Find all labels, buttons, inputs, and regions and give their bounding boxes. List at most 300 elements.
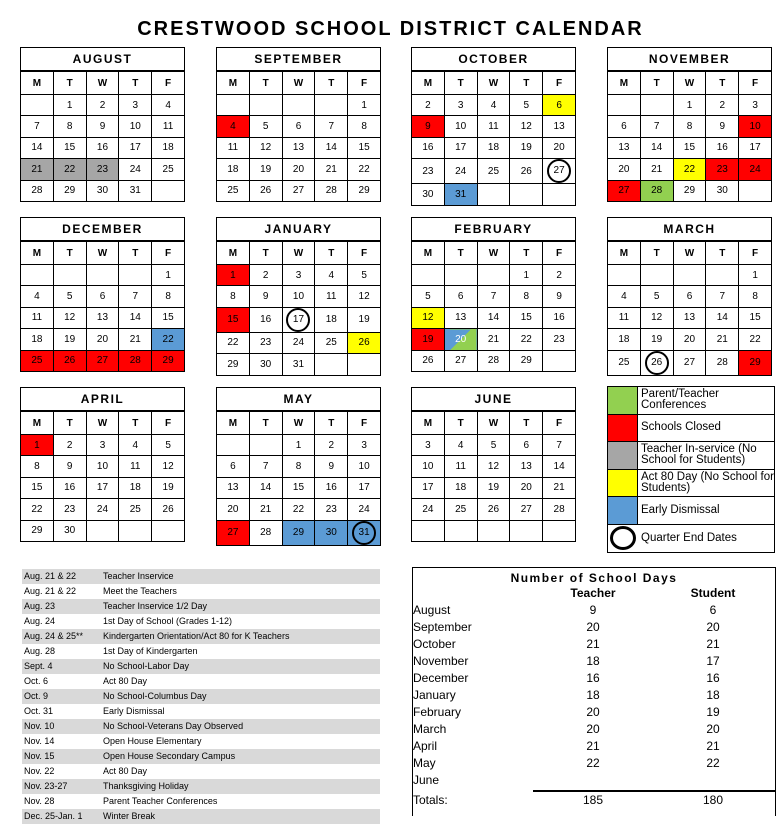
day-cell: 14 — [315, 137, 348, 158]
day-cell: 22 — [217, 332, 250, 353]
day-cell: 12 — [510, 116, 543, 137]
student-days — [653, 772, 773, 789]
month-label: May — [413, 756, 436, 770]
day-cell: 25 — [152, 159, 185, 180]
day-cell: 19 — [640, 329, 673, 350]
day-cell: 21 — [543, 477, 576, 498]
day-cell: 1 — [673, 95, 706, 116]
student-days: 21 — [706, 637, 720, 651]
weekday-header: F — [543, 72, 576, 95]
event-name: Early Dismissal — [103, 706, 165, 716]
teacher-days: 20 — [586, 722, 600, 736]
day-cell: 8 — [739, 286, 772, 307]
day-cell: 16 — [86, 137, 119, 158]
day-cell — [412, 265, 445, 286]
day-cell: 30 — [412, 184, 445, 205]
school-days-row — [413, 602, 775, 619]
day-cell: 19 — [249, 159, 282, 180]
day-cell: 22 — [282, 499, 315, 520]
event-name: Teacher Inservice — [103, 571, 174, 581]
legend-swatch — [608, 525, 638, 553]
day-cell: 29 — [152, 350, 185, 371]
weekday-header: T — [510, 242, 543, 265]
page-title: CRESTWOOD SCHOOL DISTRICT CALENDAR — [137, 18, 644, 40]
day-cell: 14 — [119, 307, 152, 328]
legend — [607, 386, 775, 553]
day-cell: 30 — [86, 180, 119, 201]
day-cell — [249, 435, 282, 456]
school-days-table — [412, 567, 776, 816]
day-cell: 18 — [444, 477, 477, 498]
day-cell: 14 — [706, 307, 739, 328]
school-days-row — [413, 653, 775, 670]
weekday-header: M — [21, 72, 54, 95]
student-days: 19 — [706, 705, 720, 719]
day-cell — [706, 265, 739, 286]
day-cell — [510, 184, 543, 205]
day-cell: 7 — [21, 116, 54, 137]
weekday-header: W — [86, 72, 119, 95]
day-cell: 1 — [739, 265, 772, 286]
event-name: Act 80 Day — [103, 766, 148, 776]
teacher-days: 21 — [586, 739, 600, 753]
day-cell: 27 — [217, 520, 250, 545]
day-cell: 2 — [706, 95, 739, 116]
legend-label: Parent/Teacher Conferences — [641, 388, 719, 412]
day-cell: 4 — [608, 286, 641, 307]
weekday-header: T — [510, 412, 543, 435]
day-cell: 7 — [249, 456, 282, 477]
weekday-header: F — [152, 242, 185, 265]
weekday-header: W — [282, 72, 315, 95]
event-name: Kindergarten Orientation/Act 80 for K Teachers — [103, 631, 290, 641]
event-row — [22, 719, 380, 734]
day-cell: 8 — [510, 286, 543, 307]
day-cell: 10 — [348, 456, 381, 477]
month-name: JUNE — [411, 387, 576, 411]
day-cell: 20 — [543, 137, 576, 158]
student-days: 17 — [706, 654, 720, 668]
day-cell: 24 — [412, 499, 445, 520]
day-cell: 10 — [444, 116, 477, 137]
event-name: No School-Columbus Day — [103, 691, 207, 701]
day-cell: 28 — [543, 499, 576, 520]
legend-item — [608, 497, 774, 525]
day-cell: 10 — [739, 116, 772, 137]
event-name: Open House Elementary — [103, 736, 202, 746]
day-cell — [282, 307, 315, 332]
day-cell — [477, 265, 510, 286]
event-row — [22, 614, 380, 629]
totals-row — [413, 792, 775, 809]
day-cell: 30 — [249, 354, 282, 375]
month-name: JANUARY — [216, 217, 381, 241]
day-cell: 22 — [739, 329, 772, 350]
teacher-days: 20 — [586, 705, 600, 719]
event-row — [22, 779, 380, 794]
school-days-title: Number of School Days — [510, 571, 678, 585]
day-cell: 19 — [53, 329, 86, 350]
day-cell: 6 — [444, 286, 477, 307]
day-cell: 13 — [510, 456, 543, 477]
teacher-days: 18 — [586, 688, 600, 702]
event-name: Winter Break — [103, 811, 156, 821]
day-cell: 5 — [477, 435, 510, 456]
month-label: February — [413, 705, 462, 719]
day-cell: 5 — [510, 95, 543, 116]
event-date: Nov. 23-27 — [24, 781, 68, 791]
weekday-header: M — [217, 242, 250, 265]
event-name: 1st Day of Kindergarten — [103, 646, 198, 656]
month-name: FEBRUARY — [411, 217, 576, 241]
month-november — [607, 47, 772, 202]
weekday-header: T — [53, 412, 86, 435]
quarter-end-ring: 26 — [645, 351, 669, 375]
legend-item — [608, 470, 774, 498]
weekday-header: T — [444, 72, 477, 95]
day-cell: 15 — [152, 307, 185, 328]
day-cell — [543, 520, 576, 541]
quarter-end-icon — [610, 526, 636, 550]
month-label: November — [413, 654, 469, 668]
day-cell: 24 — [348, 499, 381, 520]
day-cell — [86, 520, 119, 541]
day-cell: 17 — [119, 137, 152, 158]
day-cell — [315, 95, 348, 116]
day-cell: 10 — [282, 286, 315, 307]
day-cell: 6 — [217, 456, 250, 477]
month-label: March — [413, 722, 447, 736]
day-cell: 3 — [444, 95, 477, 116]
day-cell: 16 — [412, 137, 445, 158]
day-cell: 14 — [640, 137, 673, 158]
event-row — [22, 629, 380, 644]
day-cell: 11 — [21, 307, 54, 328]
school-days-row — [413, 755, 775, 772]
day-cell: 13 — [543, 116, 576, 137]
weekday-header: M — [217, 412, 250, 435]
day-cell: 5 — [640, 286, 673, 307]
day-cell: 3 — [282, 265, 315, 286]
day-cell: 25 — [477, 159, 510, 184]
day-cell: 4 — [477, 95, 510, 116]
day-cell: 29 — [510, 350, 543, 371]
weekday-header: M — [608, 242, 641, 265]
event-row — [22, 794, 380, 809]
day-cell: 12 — [640, 307, 673, 328]
student-days: 22 — [706, 756, 720, 770]
event-row — [22, 689, 380, 704]
day-cell: 17 — [348, 477, 381, 498]
day-cell: 4 — [217, 116, 250, 137]
legend-swatch — [608, 497, 638, 524]
day-cell: 17 — [412, 477, 445, 498]
month-label: August — [413, 603, 451, 617]
day-cell: 8 — [21, 456, 54, 477]
legend-label: Teacher In-service (No School for Students) — [641, 443, 757, 467]
day-cell: 8 — [348, 116, 381, 137]
day-cell: 25 — [21, 350, 54, 371]
weekday-header: M — [412, 412, 445, 435]
day-cell: 23 — [412, 159, 445, 184]
day-cell: 22 — [348, 159, 381, 180]
weekday-header: T — [510, 72, 543, 95]
totals-teacher: 185 — [582, 793, 604, 807]
day-cell: 6 — [543, 95, 576, 116]
day-cell — [543, 350, 576, 371]
event-date: Dec. 25-Jan. 1 — [24, 811, 83, 821]
day-cell: 19 — [477, 477, 510, 498]
day-cell: 25 — [315, 332, 348, 353]
day-cell: 9 — [706, 116, 739, 137]
day-cell: 6 — [608, 116, 641, 137]
weekday-header: W — [673, 72, 706, 95]
weekday-header: W — [477, 72, 510, 95]
events-list — [22, 569, 380, 824]
month-september — [216, 47, 381, 202]
event-date: Nov. 22 — [24, 766, 55, 776]
day-cell: 26 — [348, 332, 381, 353]
weekday-header: F — [543, 242, 576, 265]
weekday-header: M — [608, 72, 641, 95]
day-cell — [510, 520, 543, 541]
day-cell: 2 — [315, 435, 348, 456]
day-cell: 20 — [217, 499, 250, 520]
event-name: Thanksgiving Holiday — [103, 781, 189, 791]
day-cell: 31 — [119, 180, 152, 201]
day-cell: 8 — [217, 286, 250, 307]
day-cell — [152, 180, 185, 201]
day-cell: 18 — [217, 159, 250, 180]
event-date: Nov. 15 — [24, 751, 55, 761]
day-cell: 15 — [53, 137, 86, 158]
weekday-header: M — [412, 242, 445, 265]
day-cell: 2 — [86, 95, 119, 116]
day-cell: 14 — [543, 456, 576, 477]
day-cell: 11 — [477, 116, 510, 137]
day-cell: 20 — [444, 329, 477, 350]
day-cell: 13 — [282, 137, 315, 158]
month-name: OCTOBER — [411, 47, 576, 71]
day-cell: 24 — [282, 332, 315, 353]
legend-item — [608, 442, 774, 470]
day-cell: 7 — [477, 286, 510, 307]
day-cell: 4 — [315, 265, 348, 286]
day-cell: 4 — [21, 286, 54, 307]
day-cell: 1 — [282, 435, 315, 456]
day-cell — [608, 265, 641, 286]
month-name: MARCH — [607, 217, 772, 241]
day-cell — [119, 520, 152, 541]
day-cell: 30 — [53, 520, 86, 541]
day-cell — [673, 265, 706, 286]
legend-item — [608, 387, 774, 415]
event-date: Aug. 24 & 25** — [24, 631, 84, 641]
day-cell: 6 — [86, 286, 119, 307]
day-cell: 3 — [348, 435, 381, 456]
month-label: September — [413, 620, 472, 634]
legend-swatch — [608, 387, 638, 414]
day-cell: 28 — [119, 350, 152, 371]
day-cell: 11 — [444, 456, 477, 477]
day-cell: 8 — [282, 456, 315, 477]
day-cell: 21 — [315, 159, 348, 180]
totals-student: 180 — [702, 793, 724, 807]
day-cell: 26 — [477, 499, 510, 520]
weekday-header: W — [477, 412, 510, 435]
day-cell: 27 — [673, 350, 706, 375]
day-cell: 4 — [152, 95, 185, 116]
day-cell — [348, 354, 381, 375]
day-cell: 29 — [21, 520, 54, 541]
day-cell: 9 — [412, 116, 445, 137]
day-cell: 27 — [510, 499, 543, 520]
day-cell: 17 — [444, 137, 477, 158]
day-cell: 5 — [152, 435, 185, 456]
day-cell: 21 — [119, 329, 152, 350]
month-label: October — [413, 637, 456, 651]
day-cell: 22 — [21, 499, 54, 520]
weekday-header: T — [640, 72, 673, 95]
event-date: Aug. 21 & 22 — [24, 586, 77, 596]
day-cell: 28 — [315, 180, 348, 201]
teacher-col-header: Teacher — [570, 586, 616, 600]
day-cell: 14 — [477, 307, 510, 328]
day-cell: 15 — [348, 137, 381, 158]
teacher-days — [533, 772, 653, 789]
day-cell: 6 — [282, 116, 315, 137]
day-cell: 8 — [152, 286, 185, 307]
day-cell: 15 — [217, 307, 250, 332]
weekday-header: T — [444, 242, 477, 265]
weekday-header: T — [119, 412, 152, 435]
day-cell: 28 — [249, 520, 282, 545]
event-row — [22, 584, 380, 599]
day-cell: 1 — [217, 265, 250, 286]
day-cell: 21 — [21, 159, 54, 180]
weekday-header: F — [543, 412, 576, 435]
month-may — [216, 387, 381, 546]
day-cell: 1 — [53, 95, 86, 116]
teacher-days: 16 — [586, 671, 600, 685]
event-date: Nov. 14 — [24, 736, 55, 746]
day-cell: 18 — [21, 329, 54, 350]
weekday-header: T — [53, 72, 86, 95]
day-cell: 8 — [673, 116, 706, 137]
day-cell: 21 — [477, 329, 510, 350]
day-cell: 23 — [249, 332, 282, 353]
event-name: Act 80 Day — [103, 676, 148, 686]
totals-label: Totals: — [413, 793, 448, 807]
event-row — [22, 704, 380, 719]
weekday-header: W — [477, 242, 510, 265]
day-cell: 24 — [86, 499, 119, 520]
month-label: June — [413, 773, 440, 787]
day-cell: 2 — [412, 95, 445, 116]
school-days-row — [413, 704, 775, 721]
teacher-days: 21 — [586, 637, 600, 651]
day-cell: 9 — [86, 116, 119, 137]
legend-swatch — [608, 415, 638, 442]
event-date: Aug. 21 & 22 — [24, 571, 77, 581]
day-cell: 18 — [315, 307, 348, 332]
month-april — [20, 387, 185, 542]
day-cell: 26 — [249, 180, 282, 201]
day-cell: 19 — [348, 307, 381, 332]
day-cell: 20 — [86, 329, 119, 350]
day-cell: 2 — [249, 265, 282, 286]
day-cell: 15 — [282, 477, 315, 498]
school-days-row — [413, 619, 775, 636]
month-name: DECEMBER — [20, 217, 185, 241]
day-cell — [119, 265, 152, 286]
day-cell: 1 — [152, 265, 185, 286]
day-cell: 26 — [412, 350, 445, 371]
weekday-header: T — [119, 242, 152, 265]
month-label: April — [413, 739, 438, 753]
day-cell: 2 — [543, 265, 576, 286]
weekday-header: T — [315, 412, 348, 435]
day-cell: 30 — [706, 180, 739, 201]
legend-item — [608, 415, 774, 443]
day-cell: 19 — [412, 329, 445, 350]
quarter-end-ring: 27 — [547, 159, 571, 183]
day-cell: 27 — [444, 350, 477, 371]
day-cell — [152, 520, 185, 541]
event-name: Teacher Inservice 1/2 Day — [103, 601, 208, 611]
day-cell: 31 — [282, 354, 315, 375]
day-cell: 24 — [739, 159, 772, 180]
month-name: APRIL — [20, 387, 185, 411]
day-cell — [315, 354, 348, 375]
day-cell: 19 — [152, 477, 185, 498]
weekday-header: W — [86, 412, 119, 435]
day-cell — [217, 435, 250, 456]
weekday-header: T — [249, 412, 282, 435]
event-date: Oct. 31 — [24, 706, 54, 716]
day-cell — [217, 95, 250, 116]
month-label: December — [413, 671, 469, 685]
legend-swatch — [608, 442, 638, 469]
day-cell: 11 — [119, 456, 152, 477]
day-cell: 12 — [53, 307, 86, 328]
day-cell: 10 — [86, 456, 119, 477]
event-name: Open House Secondary Campus — [103, 751, 236, 761]
day-cell: 19 — [510, 137, 543, 158]
day-cell: 7 — [640, 116, 673, 137]
day-cell — [640, 350, 673, 375]
legend-label: Act 80 Day (No School for Students) — [641, 470, 774, 494]
day-cell: 5 — [348, 265, 381, 286]
day-cell: 5 — [53, 286, 86, 307]
weekday-header: W — [673, 242, 706, 265]
weekday-header: T — [706, 72, 739, 95]
day-cell: 20 — [608, 159, 641, 180]
month-name: SEPTEMBER — [216, 47, 381, 71]
student-days: 20 — [706, 620, 720, 634]
day-cell: 17 — [739, 137, 772, 158]
day-cell: 9 — [53, 456, 86, 477]
school-days-row — [413, 721, 775, 738]
day-cell: 28 — [477, 350, 510, 371]
school-days-row — [413, 772, 775, 789]
day-cell: 11 — [152, 116, 185, 137]
weekday-header: W — [86, 242, 119, 265]
day-cell: 1 — [510, 265, 543, 286]
day-cell: 13 — [444, 307, 477, 328]
day-cell: 29 — [348, 180, 381, 201]
event-date: Nov. 28 — [24, 796, 55, 806]
